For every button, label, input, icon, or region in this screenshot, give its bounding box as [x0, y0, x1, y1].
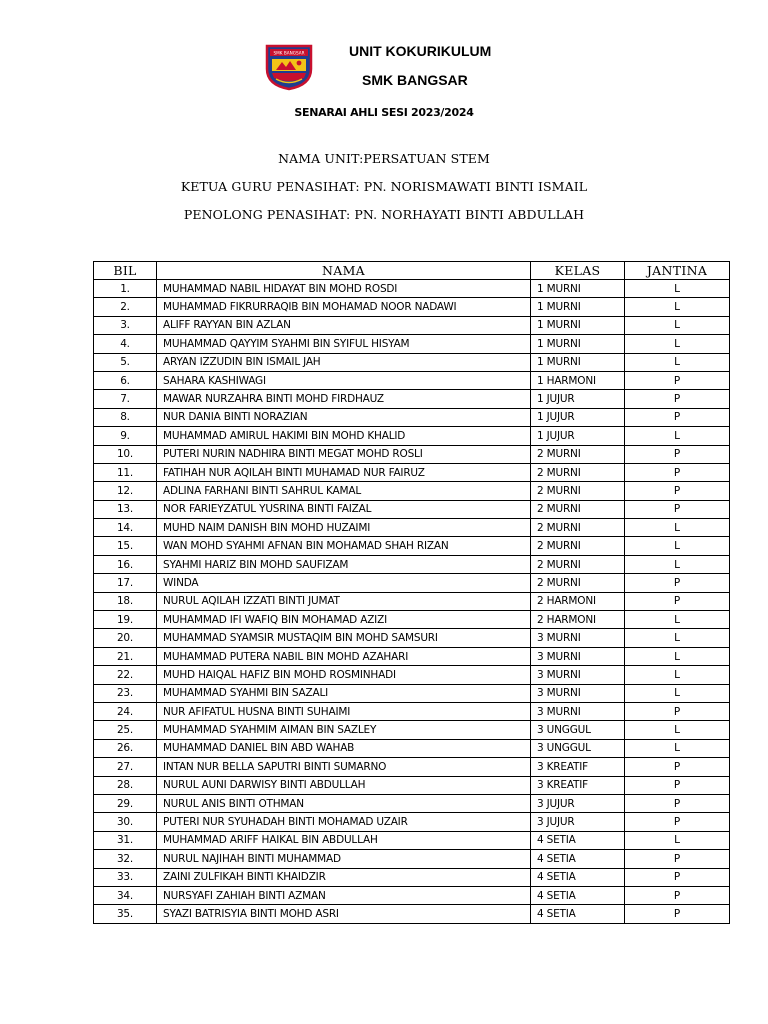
member-class: 2 MURNI — [531, 537, 625, 555]
member-class: 1 MURNI — [531, 280, 625, 298]
member-name: NOR FARIEYZATUL YUSRINA BINTI FAIZAL — [157, 500, 531, 518]
column-header-nama: NAMA — [157, 262, 531, 280]
member-name: MUHAMMAD FIKRURRAQIB BIN MOHAMAD NOOR NADAWI — [157, 298, 531, 316]
row-number: 12. — [94, 482, 157, 500]
table-row — [94, 390, 730, 408]
member-class: 3 MURNI — [531, 647, 625, 665]
table-row — [94, 850, 730, 868]
member-gender: P — [625, 500, 730, 518]
member-gender: P — [625, 371, 730, 389]
member-gender: P — [625, 592, 730, 610]
member-gender: L — [625, 519, 730, 537]
table-row — [94, 794, 730, 812]
member-gender: L — [625, 298, 730, 316]
row-number: 20. — [94, 629, 157, 647]
column-header-kelas: KELAS — [531, 262, 625, 280]
member-class: 2 MURNI — [531, 519, 625, 537]
table-row — [94, 905, 730, 923]
table-row — [94, 408, 730, 426]
table-row — [94, 463, 730, 481]
table-row — [94, 629, 730, 647]
member-gender: P — [625, 850, 730, 868]
school-crest-logo — [264, 43, 314, 91]
member-gender: P — [625, 905, 730, 923]
member-name: SYAHMI HARIZ BIN MOHD SAUFIZAM — [157, 555, 531, 573]
member-class: 4 SETIA — [531, 886, 625, 904]
member-name: MUHAMMAD SYAHMIM AIMAN BIN SAZLEY — [157, 721, 531, 739]
unit-name-line: NAMA UNIT:PERSATUAN STEM — [278, 151, 490, 166]
member-gender: P — [625, 794, 730, 812]
row-number: 5. — [94, 353, 157, 371]
row-number: 2. — [94, 298, 157, 316]
table-row — [94, 537, 730, 555]
table-row — [94, 482, 730, 500]
member-class: 2 MURNI — [531, 482, 625, 500]
member-name: MUHAMMAD IFI WAFIQ BIN MOHAMAD AZIZI — [157, 611, 531, 629]
member-class: 2 MURNI — [531, 463, 625, 481]
member-name: NUR DANIA BINTI NORAZIAN — [157, 408, 531, 426]
table-row — [94, 886, 730, 904]
row-number: 29. — [94, 794, 157, 812]
table-row — [94, 353, 730, 371]
table-row — [94, 592, 730, 610]
member-class: 4 SETIA — [531, 868, 625, 886]
row-number: 4. — [94, 335, 157, 353]
row-number: 15. — [94, 537, 157, 555]
member-name: ARYAN IZZUDIN BIN ISMAIL JAH — [157, 353, 531, 371]
member-name: MUHD HAIQAL HAFIZ BIN MOHD ROSMINHADI — [157, 666, 531, 684]
column-header-bil: BIL — [94, 262, 157, 280]
member-class: 3 JUJUR — [531, 794, 625, 812]
member-name: MUHAMMAD AMIRUL HAKIMI BIN MOHD KHALID — [157, 427, 531, 445]
member-class: 2 MURNI — [531, 445, 625, 463]
row-number: 26. — [94, 739, 157, 757]
member-name: NURUL AUNI DARWISY BINTI ABDULLAH — [157, 776, 531, 794]
row-number: 19. — [94, 611, 157, 629]
member-class: 3 MURNI — [531, 666, 625, 684]
member-name: ALIFF RAYYAN BIN AZLAN — [157, 316, 531, 334]
member-class: 4 SETIA — [531, 831, 625, 849]
table-row — [94, 500, 730, 518]
row-number: 3. — [94, 316, 157, 334]
member-name: NURSYAFI ZAHIAH BINTI AZMAN — [157, 886, 531, 904]
member-gender: P — [625, 813, 730, 831]
member-name: ADLINA FARHANI BINTI SAHRUL KAMAL — [157, 482, 531, 500]
member-rows — [94, 280, 730, 924]
row-number: 8. — [94, 408, 157, 426]
table-row — [94, 316, 730, 334]
table-row — [94, 611, 730, 629]
table-row — [94, 776, 730, 794]
member-class: 1 MURNI — [531, 335, 625, 353]
row-number: 17. — [94, 574, 157, 592]
member-class: 1 JUJUR — [531, 390, 625, 408]
member-name: INTAN NUR BELLA SAPUTRI BINTI SUMARNO — [157, 758, 531, 776]
table-row — [94, 868, 730, 886]
member-gender: L — [625, 611, 730, 629]
member-gender: L — [625, 739, 730, 757]
member-class: 2 MURNI — [531, 574, 625, 592]
crest-logo-text: SMK BANGSAR — [273, 50, 305, 56]
head-teacher-line: KETUA GURU PENASIHAT: PN. NORISMAWATI BINTI ISMAIL — [180, 179, 588, 194]
table-row — [94, 831, 730, 849]
row-number: 1. — [94, 280, 157, 298]
member-name: NURUL ANIS BINTI OTHMAN — [157, 794, 531, 812]
row-number: 22. — [94, 666, 157, 684]
assistant-teacher-line: PENOLONG PENASIHAT: PN. NORHAYATI BINTI ABDULLAH — [183, 207, 585, 222]
session-title: SENARAI AHLI SESI 2023/2024 — [294, 106, 474, 119]
member-name: MUHD NAIM DANISH BIN MOHD HUZAIMI — [157, 519, 531, 537]
table-row — [94, 371, 730, 389]
member-class: 1 JUJUR — [531, 408, 625, 426]
member-class: 3 MURNI — [531, 684, 625, 702]
row-number: 7. — [94, 390, 157, 408]
row-number: 27. — [94, 758, 157, 776]
member-class: 1 JUJUR — [531, 427, 625, 445]
table-row — [94, 758, 730, 776]
member-class: 1 MURNI — [531, 316, 625, 334]
member-name: MUHAMMAD DANIEL BIN ABD WAHAB — [157, 739, 531, 757]
member-name: SAHARA KASHIWAGI — [157, 371, 531, 389]
member-gender: P — [625, 408, 730, 426]
member-gender: L — [625, 316, 730, 334]
member-gender: P — [625, 390, 730, 408]
table-row — [94, 519, 730, 537]
member-gender: L — [625, 537, 730, 555]
row-number: 25. — [94, 721, 157, 739]
member-class: 3 JUJUR — [531, 813, 625, 831]
row-number: 33. — [94, 868, 157, 886]
member-gender: P — [625, 868, 730, 886]
member-class: 1 MURNI — [531, 298, 625, 316]
member-gender: L — [625, 335, 730, 353]
member-name: MUHAMMAD QAYYIM SYAHMI BIN SYIFUL HISYAM — [157, 335, 531, 353]
member-class: 1 HARMONI — [531, 371, 625, 389]
table-row — [94, 280, 730, 298]
member-gender: L — [625, 427, 730, 445]
member-class: 4 SETIA — [531, 905, 625, 923]
row-number: 14. — [94, 519, 157, 537]
table-row — [94, 739, 730, 757]
row-number: 18. — [94, 592, 157, 610]
table-row — [94, 555, 730, 573]
member-name: NURUL NAJIHAH BINTI MUHAMMAD — [157, 850, 531, 868]
table-row — [94, 298, 730, 316]
row-number: 11. — [94, 463, 157, 481]
member-gender: P — [625, 886, 730, 904]
row-number: 10. — [94, 445, 157, 463]
school-name: SMK BANGSAR — [362, 72, 468, 88]
member-name: FATIHAH NUR AQILAH BINTI MUHAMAD NUR FAIRUZ — [157, 463, 531, 481]
row-number: 35. — [94, 905, 157, 923]
member-name: MUHAMMAD SYAHMI BIN SAZALI — [157, 684, 531, 702]
member-class: 2 MURNI — [531, 555, 625, 573]
member-gender: L — [625, 629, 730, 647]
member-gender: L — [625, 721, 730, 739]
member-name: SYAZI BATRISYIA BINTI MOHD ASRI — [157, 905, 531, 923]
member-gender: P — [625, 758, 730, 776]
member-gender: L — [625, 280, 730, 298]
row-number: 13. — [94, 500, 157, 518]
member-gender: P — [625, 702, 730, 720]
member-gender: L — [625, 684, 730, 702]
member-gender: L — [625, 647, 730, 665]
member-class: 1 MURNI — [531, 353, 625, 371]
member-gender: L — [625, 666, 730, 684]
table-row — [94, 647, 730, 665]
table-row — [94, 684, 730, 702]
member-class: 3 UNGGUL — [531, 721, 625, 739]
member-gender: L — [625, 555, 730, 573]
member-class: 3 MURNI — [531, 702, 625, 720]
table-row — [94, 666, 730, 684]
member-class: 3 KREATIF — [531, 758, 625, 776]
member-class: 4 SETIA — [531, 850, 625, 868]
row-number: 31. — [94, 831, 157, 849]
member-class: 3 KREATIF — [531, 776, 625, 794]
unit-heading: UNIT KOKURIKULUM — [349, 43, 492, 59]
member-name: MUHAMMAD SYAMSIR MUSTAQIM BIN MOHD SAMSURI — [157, 629, 531, 647]
row-number: 24. — [94, 702, 157, 720]
member-class: 2 HARMONI — [531, 592, 625, 610]
row-number: 23. — [94, 684, 157, 702]
row-number: 32. — [94, 850, 157, 868]
table-row — [94, 574, 730, 592]
table-header-row — [94, 262, 730, 280]
row-number: 28. — [94, 776, 157, 794]
member-gender: L — [625, 831, 730, 849]
table-row — [94, 813, 730, 831]
table-row — [94, 427, 730, 445]
row-number: 6. — [94, 371, 157, 389]
member-class: 2 MURNI — [531, 500, 625, 518]
member-name: MUHAMMAD NABIL HIDAYAT BIN MOHD ROSDI — [157, 280, 531, 298]
member-name: MAWAR NURZAHRA BINTI MOHD FIRDHAUZ — [157, 390, 531, 408]
member-class: 3 MURNI — [531, 629, 625, 647]
row-number: 30. — [94, 813, 157, 831]
row-number: 9. — [94, 427, 157, 445]
member-name: PUTERI NURIN NADHIRA BINTI MEGAT MOHD ROSLI — [157, 445, 531, 463]
member-gender: P — [625, 482, 730, 500]
member-name: ZAINI ZULFIKAH BINTI KHAIDZIR — [157, 868, 531, 886]
member-name: MUHAMMAD PUTERA NABIL BIN MOHD AZAHARI — [157, 647, 531, 665]
member-class: 2 HARMONI — [531, 611, 625, 629]
member-gender: P — [625, 776, 730, 794]
member-list-table — [93, 261, 730, 924]
member-name: PUTERI NUR SYUHADAH BINTI MOHAMAD UZAIR — [157, 813, 531, 831]
row-number: 21. — [94, 647, 157, 665]
column-header-jantina: JANTINA — [625, 262, 730, 280]
table-row — [94, 445, 730, 463]
table-row — [94, 721, 730, 739]
member-class: 3 UNGGUL — [531, 739, 625, 757]
row-number: 16. — [94, 555, 157, 573]
member-name: WINDA — [157, 574, 531, 592]
member-name: MUHAMMAD ARIFF HAIKAL BIN ABDULLAH — [157, 831, 531, 849]
member-gender: P — [625, 574, 730, 592]
member-name: NURUL AQILAH IZZATI BINTI JUMAT — [157, 592, 531, 610]
member-gender: L — [625, 353, 730, 371]
table-row — [94, 335, 730, 353]
member-gender: P — [625, 463, 730, 481]
member-name: NUR AFIFATUL HUSNA BINTI SUHAIMI — [157, 702, 531, 720]
table-row — [94, 702, 730, 720]
row-number: 34. — [94, 886, 157, 904]
member-gender: P — [625, 445, 730, 463]
member-name: WAN MOHD SYAHMI AFNAN BIN MOHAMAD SHAH RIZAN — [157, 537, 531, 555]
